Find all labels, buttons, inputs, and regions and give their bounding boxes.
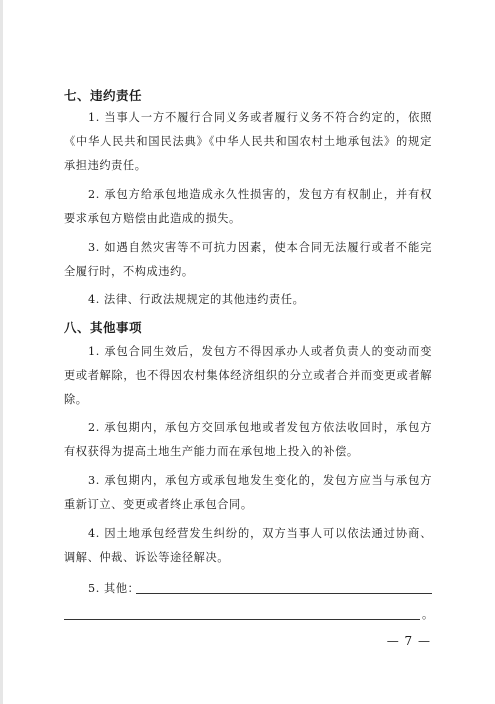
section-7-item-2: 2. 承包方给承包地造成永久性损害的，发包方有权制止，并有权要求承包方赔偿由此造成的损失。 xyxy=(64,188,432,225)
section-8-item-2: 2. 承包期内，承包方交回承包地或者发包方依法收回时，承包方有权获得为提高土地生产能力而在承包地上投入的补偿。 xyxy=(64,421,432,458)
page-edge xyxy=(0,0,3,704)
end-mark: 。 xyxy=(422,608,434,621)
section-7-item-4: 4. 法律、行政法规规定的其他违约责任。 xyxy=(88,293,305,306)
section-8-title: 八、其他事项 xyxy=(64,320,143,335)
section-8-item-4: 4. 因土地承包经营发生纠纷的，双方当事人可以依法通过协商、调解、仲裁、诉讼等途径解决。 xyxy=(64,527,432,564)
section-7-item-1: 1. 当事人一方不履行合同义务或者履行义务不符合约定的，依照《中华人民共和国民法典》《中华人民共和国农村土地承包法》的规定承担违约责任。 xyxy=(64,111,432,172)
other-label: 5. 其他： xyxy=(88,582,140,595)
fill-in-line-1 xyxy=(136,593,432,594)
section-7-title: 七、违约责任 xyxy=(64,88,143,103)
section-8-item-3: 3. 承包期内，承包方或承包地发生变化的，发包方应当与承包方重新订立、变更或者终止承包合同。 xyxy=(64,474,432,511)
page-number: — 7 — xyxy=(386,634,431,648)
fill-in-line-2 xyxy=(64,619,420,620)
section-7-item-3: 3. 如遇自然灾害等不可抗力因素，使本合同无法履行或者不能完全履行时，不构成违约。 xyxy=(64,241,432,278)
section-8-item-1: 1. 承包合同生效后，发包方不得因承办人或者负责人的变动而变更或者解除，也不得因农村集体经济组织的分立或者合并而变更或者解除。 xyxy=(64,345,432,406)
